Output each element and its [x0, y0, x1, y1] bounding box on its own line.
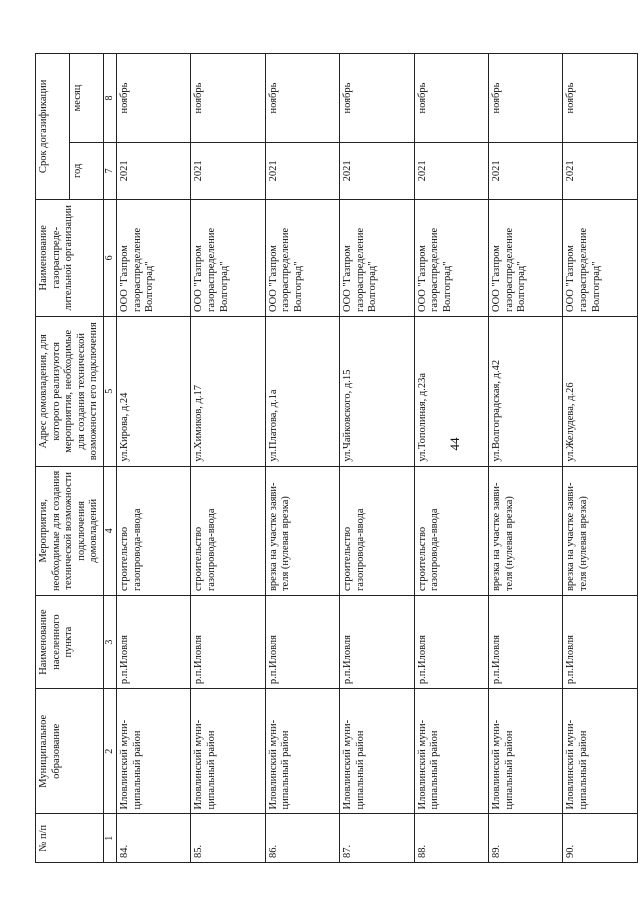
cell-year: 2021 [191, 143, 265, 200]
cell-municipality: Иловлинский муни-ципальный район [488, 689, 562, 814]
cell-municipality: Иловлинский муни-ципальный район [414, 689, 488, 814]
cell-measures: строительство газопровода-ввода [116, 466, 190, 595]
cell-num: 87. [340, 814, 414, 863]
table-body [116, 54, 637, 863]
column-number: 7 [103, 143, 116, 200]
table-row [116, 54, 190, 863]
gasification-table [35, 53, 638, 863]
cell-measures: врезка на участке заяви-теля (нулевая врезка) [563, 466, 637, 595]
cell-measures: врезка на участке заяви-теля (нулевая врезка) [265, 466, 339, 595]
cell-municipality: Иловлинский муни-ципальный район [340, 689, 414, 814]
cell-address: ул.Платова, д.1а [265, 316, 339, 466]
cell-organization: ООО "Газпром газораспределение Волгоград" [191, 199, 265, 316]
cell-settlement: р.п.Иловля [488, 596, 562, 689]
cell-num: 84. [116, 814, 190, 863]
cell-month: ноябрь [488, 54, 562, 143]
cell-settlement: р.п.Иловля [116, 596, 190, 689]
cell-month: ноябрь [191, 54, 265, 143]
column-number: 2 [103, 689, 116, 814]
cell-organization: ООО "Газпром газораспределение Волгоград" [265, 199, 339, 316]
cell-organization: ООО "Газпром газораспределение Волгоград" [116, 199, 190, 316]
cell-organization: ООО "Газпром газораспределение Волгоград" [340, 199, 414, 316]
cell-address: ул.Химиков, д.17 [191, 316, 265, 466]
cell-address: ул.Желудева, д.26 [563, 316, 637, 466]
cell-num: 85. [191, 814, 265, 863]
cell-month: ноябрь [563, 54, 637, 143]
cell-month: ноябрь [340, 54, 414, 143]
cell-address: ул.Тополиная, д.23а [414, 316, 488, 466]
column-number: 6 [103, 199, 116, 316]
header-settlement: Наименование населенного пункта [36, 596, 104, 689]
cell-organization: ООО "Газпром газораспределение Волгоград" [414, 199, 488, 316]
cell-municipality: Иловлинский муни-ципальный район [116, 689, 190, 814]
header-address: Адрес домовладения, для которого реализуются мероприятия, необходимые для создания технической возможности его подключения [36, 316, 104, 466]
cell-num: 88. [414, 814, 488, 863]
cell-organization: ООО "Газпром газораспределение Волгоград" [563, 199, 637, 316]
cell-measures: врезка на участке заяви-теля (нулевая врезка) [488, 466, 562, 595]
cell-year: 2021 [116, 143, 190, 200]
header-term: Срок догазификации [36, 54, 70, 200]
cell-address: ул.Кирова, д.24 [116, 316, 190, 466]
cell-settlement: р.п.Иловля [563, 596, 637, 689]
cell-municipality: Иловлинский муни-ципальный район [265, 689, 339, 814]
cell-settlement: р.п.Иловля [414, 596, 488, 689]
table-row [340, 54, 414, 863]
cell-year: 2021 [563, 143, 637, 200]
column-number: 4 [103, 466, 116, 595]
header-year: год [69, 143, 103, 200]
cell-address: ул.Волгоградская, д.42 [488, 316, 562, 466]
column-number: 5 [103, 316, 116, 466]
table-row [191, 54, 265, 863]
table-row [563, 54, 637, 863]
cell-year: 2021 [265, 143, 339, 200]
cell-organization: ООО "Газпром газораспределение Волгоград" [488, 199, 562, 316]
cell-measures: строительство газопровода-ввода [414, 466, 488, 595]
cell-measures: строительство газопровода-ввода [191, 466, 265, 595]
cell-municipality: Иловлинский муни-ципальный район [191, 689, 265, 814]
cell-month: ноябрь [265, 54, 339, 143]
cell-settlement: р.п.Иловля [265, 596, 339, 689]
column-number: 1 [103, 814, 116, 863]
cell-num: 90. [563, 814, 637, 863]
cell-municipality: Иловлинский муни-ципальный район [563, 689, 637, 814]
cell-measures: строительство газопровода-ввода [340, 466, 414, 595]
cell-year: 2021 [340, 143, 414, 200]
cell-settlement: р.п.Иловля [340, 596, 414, 689]
cell-address: ул.Чайковского, д.15 [340, 316, 414, 466]
table-row [265, 54, 339, 863]
header-municipality: Муниципальное образование [36, 689, 104, 814]
column-number: 8 [103, 54, 116, 143]
header-month: месяц [69, 54, 103, 143]
column-number-row [103, 54, 116, 863]
header-organization: Наименование газораспреде-лительной организации [36, 199, 104, 316]
table-row [414, 54, 488, 863]
cell-num: 86. [265, 814, 339, 863]
column-number: 3 [103, 596, 116, 689]
cell-month: ноябрь [414, 54, 488, 143]
gasification-table-container [35, 53, 605, 863]
header-num: № п/п [36, 814, 104, 863]
cell-year: 2021 [488, 143, 562, 200]
header-measures: Мероприятия, необходимые для создания технической возможности подключения домовладений [36, 466, 104, 595]
table-header [36, 54, 117, 863]
cell-month: ноябрь [116, 54, 190, 143]
cell-year: 2021 [414, 143, 488, 200]
table-row [488, 54, 562, 863]
page-number: 44 [447, 437, 462, 451]
cell-num: 89. [488, 814, 562, 863]
cell-settlement: р.п.Иловля [191, 596, 265, 689]
